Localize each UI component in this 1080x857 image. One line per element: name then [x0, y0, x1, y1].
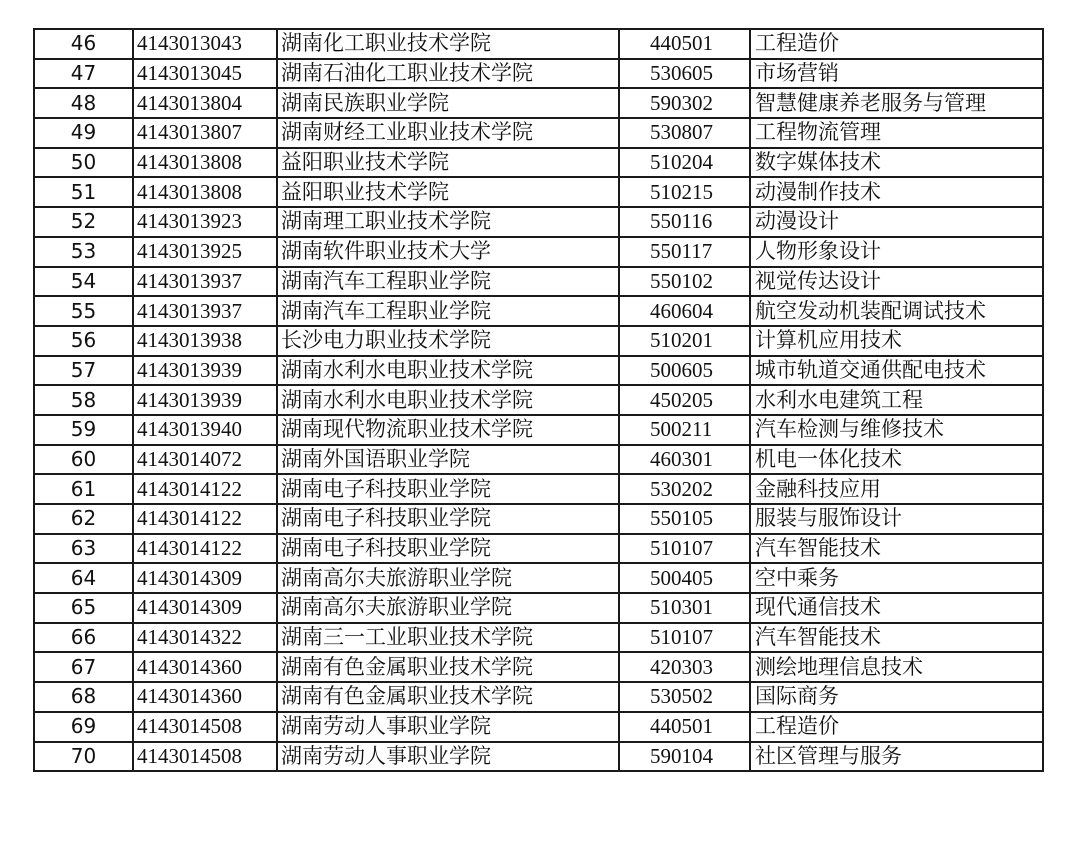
row-number-cell: 46	[34, 29, 133, 59]
school-code-cell: 4143013939	[133, 356, 277, 386]
row-number-cell: 47	[34, 59, 133, 89]
major-name-cell: 社区管理与服务	[750, 742, 1043, 772]
school-name-cell: 湖南电子科技职业学院	[277, 474, 619, 504]
school-name-cell: 益阳职业技术学院	[277, 148, 619, 178]
school-code-cell: 4143014122	[133, 534, 277, 564]
row-number-cell: 49	[34, 118, 133, 148]
school-code-cell: 4143013043	[133, 29, 277, 59]
major-name-cell: 工程物流管理	[750, 118, 1043, 148]
major-code-cell: 530605	[619, 59, 750, 89]
school-code-cell: 4143014122	[133, 504, 277, 534]
major-name-cell: 城市轨道交通供配电技术	[750, 356, 1043, 386]
row-number-cell: 50	[34, 148, 133, 178]
row-number-cell: 53	[34, 237, 133, 267]
major-code-cell: 510107	[619, 623, 750, 653]
table-row	[34, 534, 1043, 564]
major-code-cell: 550102	[619, 267, 750, 297]
major-code-cell: 420303	[619, 652, 750, 682]
major-name-cell: 空中乘务	[750, 563, 1043, 593]
major-code-cell: 510107	[619, 534, 750, 564]
school-code-cell: 4143014508	[133, 712, 277, 742]
table-row	[34, 237, 1043, 267]
row-number-cell: 69	[34, 712, 133, 742]
major-name-cell: 航空发动机装配调试技术	[750, 296, 1043, 326]
major-code-cell: 550117	[619, 237, 750, 267]
row-number-cell: 63	[34, 534, 133, 564]
table-row	[34, 177, 1043, 207]
table-row	[34, 148, 1043, 178]
major-code-cell: 590302	[619, 88, 750, 118]
major-name-cell: 服装与服饰设计	[750, 504, 1043, 534]
school-name-cell: 湖南理工职业技术学院	[277, 207, 619, 237]
major-code-cell: 450205	[619, 385, 750, 415]
school-code-cell: 4143013807	[133, 118, 277, 148]
school-name-cell: 湖南现代物流职业技术学院	[277, 415, 619, 445]
major-name-cell: 水利水电建筑工程	[750, 385, 1043, 415]
school-code-cell: 4143013923	[133, 207, 277, 237]
major-name-cell: 智慧健康养老服务与管理	[750, 88, 1043, 118]
school-code-cell: 4143013925	[133, 237, 277, 267]
school-code-cell: 4143014309	[133, 563, 277, 593]
row-number-cell: 66	[34, 623, 133, 653]
major-name-cell: 视觉传达设计	[750, 267, 1043, 297]
school-name-cell: 湖南劳动人事职业学院	[277, 742, 619, 772]
major-code-cell: 530807	[619, 118, 750, 148]
table-row	[34, 445, 1043, 475]
row-number-cell: 48	[34, 88, 133, 118]
row-number-cell: 58	[34, 385, 133, 415]
table-row	[34, 623, 1043, 653]
table-row	[34, 593, 1043, 623]
school-code-cell: 4143013804	[133, 88, 277, 118]
school-code-cell: 4143014322	[133, 623, 277, 653]
school-name-cell: 长沙电力职业技术学院	[277, 326, 619, 356]
major-name-cell: 汽车智能技术	[750, 623, 1043, 653]
major-code-cell: 510204	[619, 148, 750, 178]
major-code-cell: 440501	[619, 712, 750, 742]
major-name-cell: 金融科技应用	[750, 474, 1043, 504]
row-number-cell: 56	[34, 326, 133, 356]
school-name-cell: 湖南化工职业技术学院	[277, 29, 619, 59]
school-code-cell: 4143014360	[133, 652, 277, 682]
table-row	[34, 742, 1043, 772]
school-name-cell: 湖南水利水电职业技术学院	[277, 356, 619, 386]
major-name-cell: 测绘地理信息技术	[750, 652, 1043, 682]
school-code-cell: 4143013938	[133, 326, 277, 356]
row-number-cell: 54	[34, 267, 133, 297]
school-name-cell: 湖南高尔夫旅游职业学院	[277, 563, 619, 593]
row-number-cell: 62	[34, 504, 133, 534]
major-name-cell: 数字媒体技术	[750, 148, 1043, 178]
major-code-cell: 550116	[619, 207, 750, 237]
school-name-cell: 湖南石油化工职业技术学院	[277, 59, 619, 89]
school-code-cell: 4143013045	[133, 59, 277, 89]
school-name-cell: 湖南外国语职业学院	[277, 445, 619, 475]
major-code-cell: 510201	[619, 326, 750, 356]
table-row	[34, 118, 1043, 148]
school-name-cell: 湖南财经工业职业技术学院	[277, 118, 619, 148]
school-code-cell: 4143013937	[133, 267, 277, 297]
school-name-cell: 湖南水利水电职业技术学院	[277, 385, 619, 415]
major-name-cell: 市场营销	[750, 59, 1043, 89]
table-row	[34, 563, 1043, 593]
school-code-cell: 4143013939	[133, 385, 277, 415]
table-row	[34, 474, 1043, 504]
school-name-cell: 湖南有色金属职业技术学院	[277, 682, 619, 712]
row-number-cell: 55	[34, 296, 133, 326]
table-row	[34, 415, 1043, 445]
school-code-cell: 4143013940	[133, 415, 277, 445]
major-code-cell: 500605	[619, 356, 750, 386]
table-row	[34, 88, 1043, 118]
school-name-cell: 湖南电子科技职业学院	[277, 504, 619, 534]
table-row	[34, 207, 1043, 237]
major-name-cell: 工程造价	[750, 29, 1043, 59]
school-name-cell: 湖南汽车工程职业学院	[277, 296, 619, 326]
major-name-cell: 动漫制作技术	[750, 177, 1043, 207]
table-row	[34, 385, 1043, 415]
major-code-cell: 460301	[619, 445, 750, 475]
row-number-cell: 59	[34, 415, 133, 445]
school-name-cell: 湖南三一工业职业技术学院	[277, 623, 619, 653]
school-name-cell: 湖南汽车工程职业学院	[277, 267, 619, 297]
major-name-cell: 机电一体化技术	[750, 445, 1043, 475]
school-code-cell: 4143014360	[133, 682, 277, 712]
row-number-cell: 70	[34, 742, 133, 772]
row-number-cell: 52	[34, 207, 133, 237]
school-name-cell: 益阳职业技术学院	[277, 177, 619, 207]
row-number-cell: 51	[34, 177, 133, 207]
row-number-cell: 68	[34, 682, 133, 712]
major-code-cell: 590104	[619, 742, 750, 772]
table-row	[34, 29, 1043, 59]
major-name-cell: 动漫设计	[750, 207, 1043, 237]
major-code-cell: 460604	[619, 296, 750, 326]
major-name-cell: 人物形象设计	[750, 237, 1043, 267]
major-name-cell: 国际商务	[750, 682, 1043, 712]
major-name-cell: 计算机应用技术	[750, 326, 1043, 356]
row-number-cell: 57	[34, 356, 133, 386]
row-number-cell: 65	[34, 593, 133, 623]
school-name-cell: 湖南有色金属职业技术学院	[277, 652, 619, 682]
major-code-cell: 500405	[619, 563, 750, 593]
row-number-cell: 60	[34, 445, 133, 475]
major-code-cell: 550105	[619, 504, 750, 534]
school-code-cell: 4143014122	[133, 474, 277, 504]
table-row	[34, 356, 1043, 386]
major-code-cell: 510215	[619, 177, 750, 207]
major-name-cell: 现代通信技术	[750, 593, 1043, 623]
school-name-cell: 湖南高尔夫旅游职业学院	[277, 593, 619, 623]
table-row	[34, 712, 1043, 742]
school-code-cell: 4143014309	[133, 593, 277, 623]
table-row	[34, 682, 1043, 712]
school-name-cell: 湖南劳动人事职业学院	[277, 712, 619, 742]
major-name-cell: 汽车智能技术	[750, 534, 1043, 564]
school-code-cell: 4143013937	[133, 296, 277, 326]
school-code-cell: 4143013808	[133, 177, 277, 207]
major-code-cell: 440501	[619, 29, 750, 59]
table-row	[34, 326, 1043, 356]
row-number-cell: 64	[34, 563, 133, 593]
row-number-cell: 67	[34, 652, 133, 682]
major-code-cell: 500211	[619, 415, 750, 445]
school-name-cell: 湖南软件职业技术大学	[277, 237, 619, 267]
school-name-cell: 湖南民族职业学院	[277, 88, 619, 118]
table-row	[34, 296, 1043, 326]
major-name-cell: 汽车检测与维修技术	[750, 415, 1043, 445]
table-row	[34, 652, 1043, 682]
table-row	[34, 504, 1043, 534]
school-name-cell: 湖南电子科技职业学院	[277, 534, 619, 564]
row-number-cell: 61	[34, 474, 133, 504]
major-code-cell: 510301	[619, 593, 750, 623]
major-code-cell: 530202	[619, 474, 750, 504]
school-code-cell: 4143013808	[133, 148, 277, 178]
school-code-cell: 4143014072	[133, 445, 277, 475]
school-code-cell: 4143014508	[133, 742, 277, 772]
table-body	[34, 29, 1043, 771]
major-code-cell: 530502	[619, 682, 750, 712]
table-row	[34, 59, 1043, 89]
enrollment-table	[33, 28, 1044, 772]
major-name-cell: 工程造价	[750, 712, 1043, 742]
table-row	[34, 267, 1043, 297]
